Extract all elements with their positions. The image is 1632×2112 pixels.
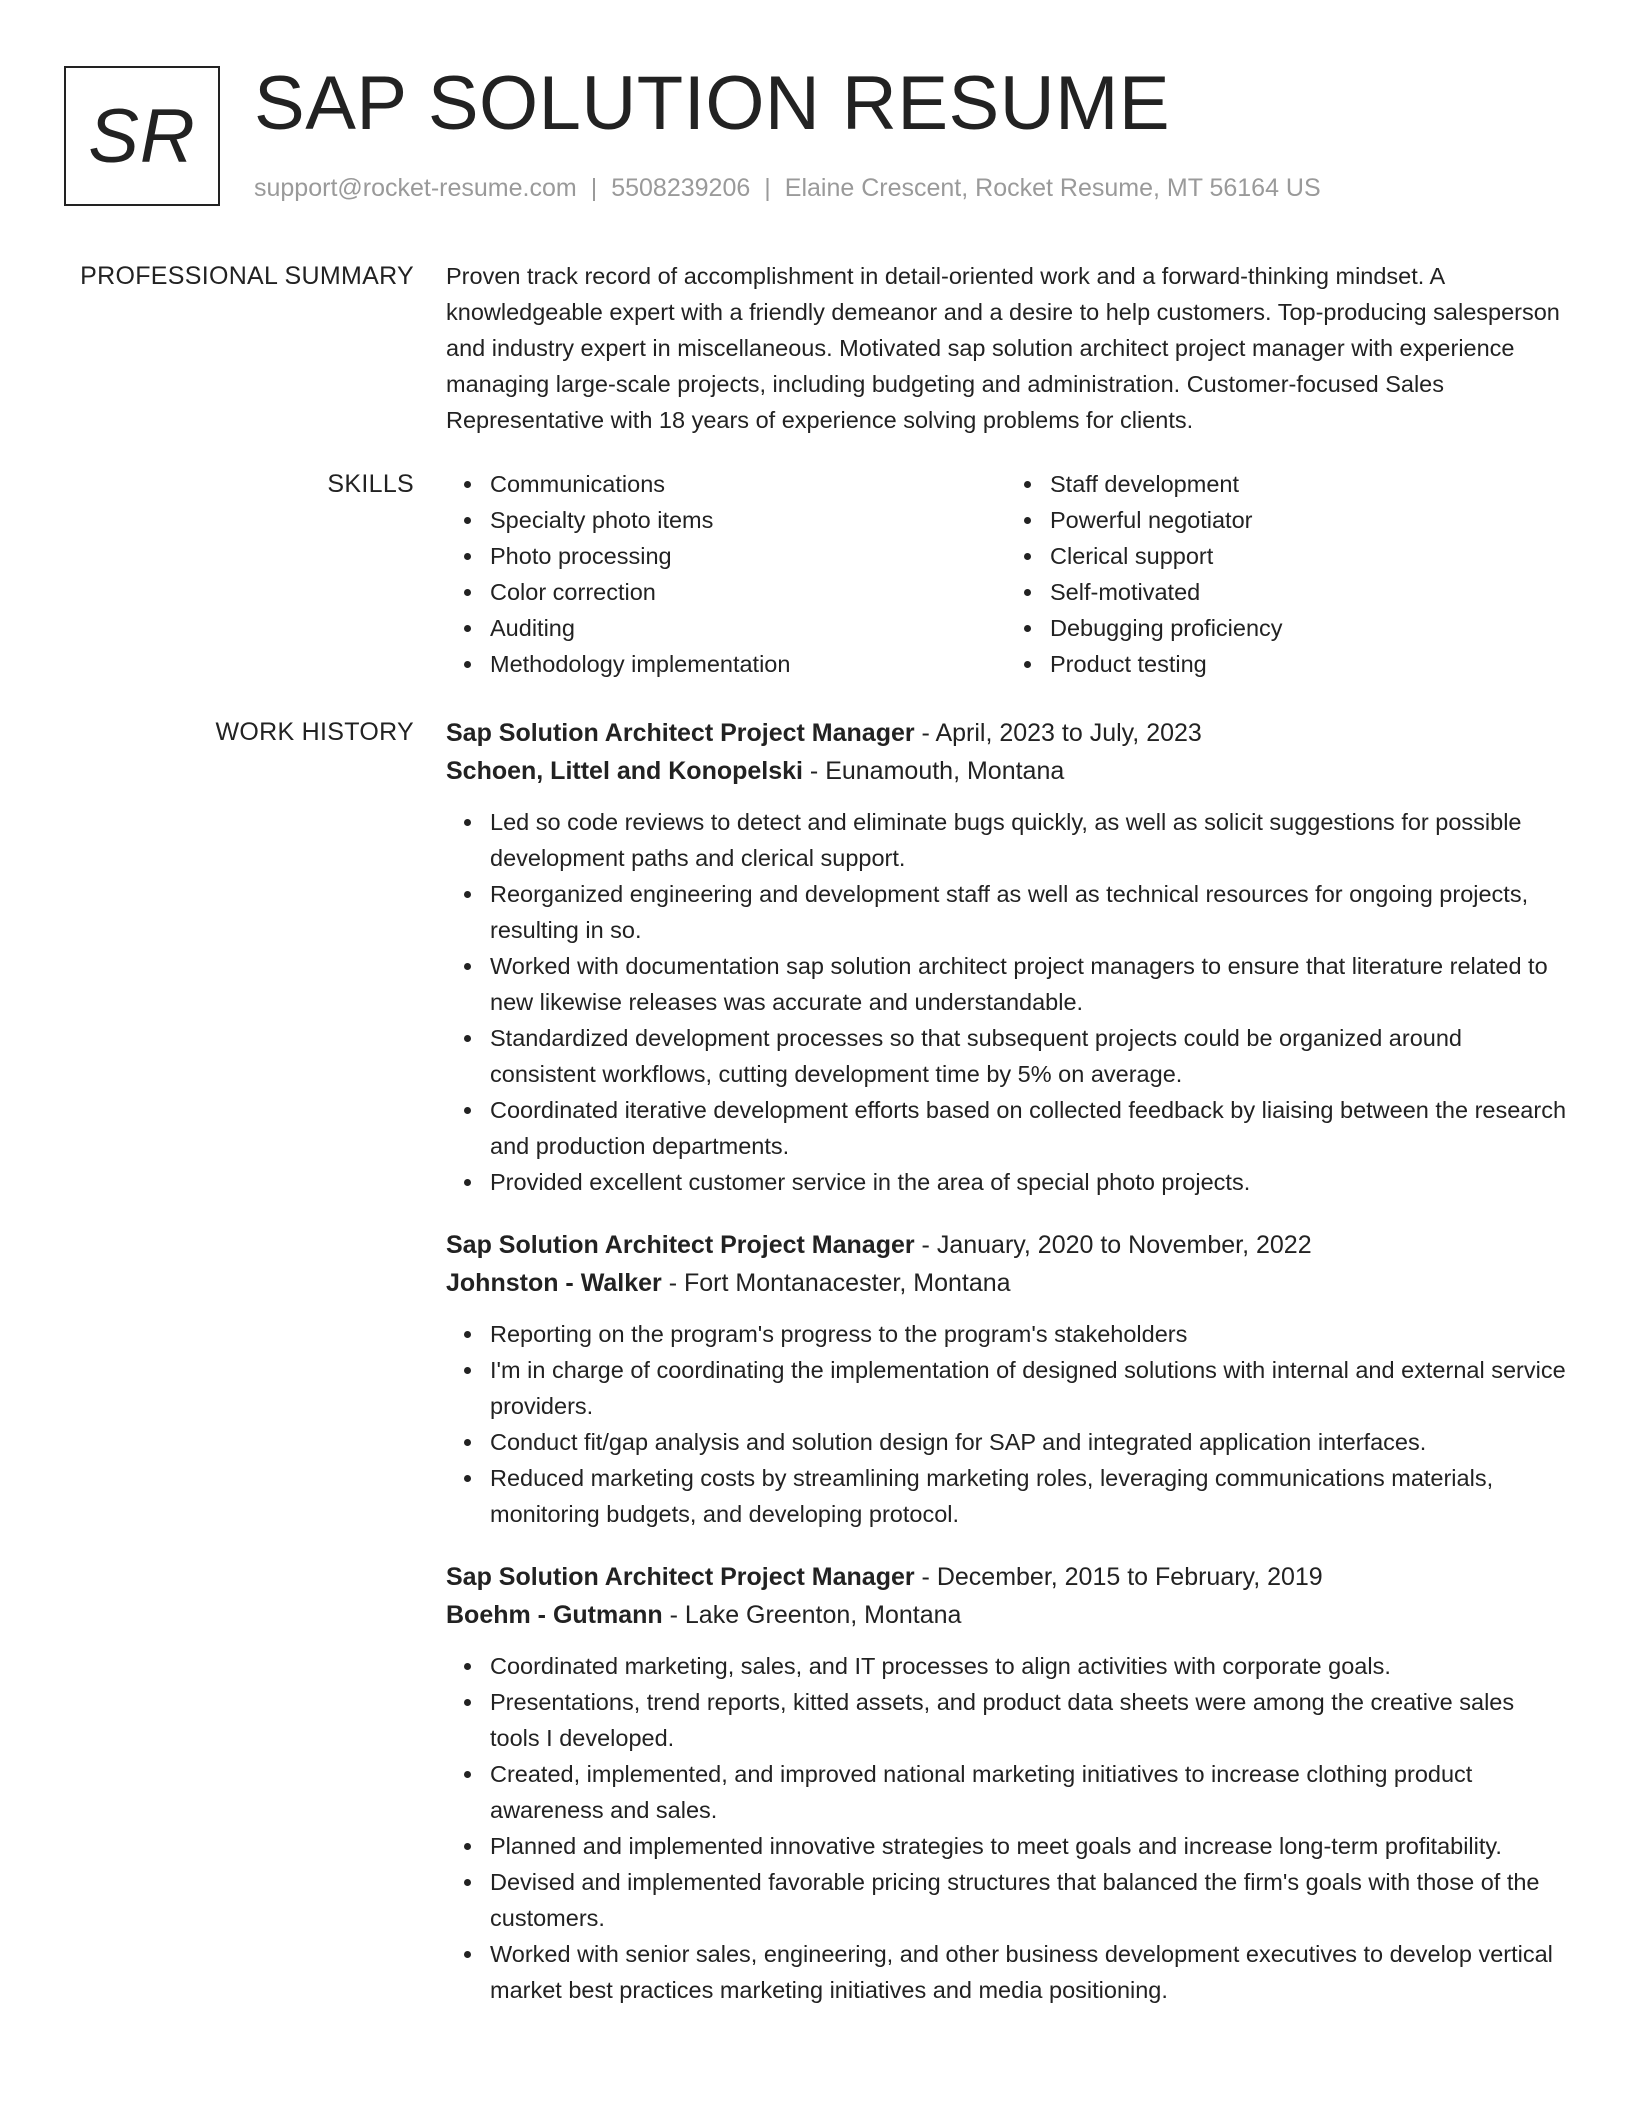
job-bullet: Standardized development processes so that subsequent projects could be organized around consistent workflows, cutting development time by 5% on average. (490, 1020, 1566, 1092)
job-entry (446, 714, 1566, 1200)
skill-item: Staff development (1050, 466, 1566, 502)
job-title: Sap Solution Architect Project Manager (446, 1563, 915, 1591)
job-bullet: Created, implemented, and improved national marketing initiatives to increase clothing product awareness and sales. (490, 1756, 1566, 1828)
job-company-line (446, 1596, 1566, 1634)
monogram-logo: SR (64, 66, 220, 206)
job-bullet: Provided excellent customer service in the area of special photo projects. (490, 1164, 1566, 1200)
skill-item: Auditing (490, 610, 1006, 646)
job-location: - Fort Montanacester, Montana (661, 1269, 1011, 1297)
job-bullet: Worked with senior sales, engineering, and other business development executives to develop vertical market best practices marketing initiatives and media positioning. (490, 1936, 1566, 2008)
summary-text: Proven track record of accomplishment in detail-oriented work and a forward-thinking mindset. A knowledgeable expert with a friendly demeanor and a desire to help customers. Top-producing salesperson and industry expert in miscellaneous. Motivated sap solution architect project manager with experience managing large-scale projects, including budgeting and administration. Customer-focused Sales Representative with 18 years of experience solving problems for clients. (446, 263, 1560, 433)
skill-item: Color correction (490, 574, 1006, 610)
skill-item: Clerical support (1050, 538, 1566, 574)
job-bullet: Coordinated iterative development efforts based on collected feedback by liaising between the research and production departments. (490, 1092, 1566, 1164)
job-bullet: Conduct fit/gap analysis and solution design for SAP and integrated application interfaces. (490, 1424, 1566, 1460)
contact-separator: | (764, 174, 771, 202)
job-bullet: Planned and implemented innovative strategies to meet goals and increase long-term profitability. (490, 1828, 1566, 1864)
resume-header (64, 61, 1584, 214)
job-location: - Eunamouth, Montana (802, 757, 1065, 785)
job-title-line (446, 1226, 1566, 1264)
contact-separator: | (590, 174, 598, 202)
job-company: Schoen, Littel and Konopelski (446, 757, 803, 785)
job-title: Sap Solution Architect Project Manager (446, 1231, 915, 1259)
skill-item: Methodology implementation (490, 646, 1006, 682)
skills-list-right (1006, 466, 1566, 682)
contact-email[interactable]: support@rocket-resume.com (254, 174, 577, 202)
contact-address: Elaine Crescent, Rocket Resume, MT 56164 US (784, 174, 1321, 202)
skills-body (446, 466, 1566, 682)
job-bullets (446, 804, 1566, 1200)
contact-phone[interactable]: 5508239206 (611, 174, 751, 202)
job-bullet: Reporting on the program's progress to the program's stakeholders (490, 1316, 1566, 1352)
summary-body (446, 258, 1566, 438)
skill-item: Debugging proficiency (1050, 610, 1566, 646)
job-company: Johnston - Walker (446, 1269, 662, 1297)
skill-item: Specialty photo items (490, 502, 1006, 538)
job-company: Boehm - Gutmann (446, 1601, 663, 1629)
skill-item: Photo processing (490, 538, 1006, 574)
job-bullet: Devised and implemented favorable pricing structures that balanced the firm's goals with those of the customers. (490, 1864, 1566, 1936)
job-company-line (446, 752, 1566, 790)
job-bullet: Reduced marketing costs by streamlining marketing roles, leveraging communications materials, monitoring budgets, and developing protocol. (490, 1460, 1566, 1532)
job-bullet: Presentations, trend reports, kitted assets, and product data sheets were among the creative sales tools I developed. (490, 1684, 1566, 1756)
section-label-skills: SKILLS (327, 470, 414, 498)
skill-item: Product testing (1050, 646, 1566, 682)
job-bullet: I'm in charge of coordinating the implementation of designed solutions with internal and external service providers. (490, 1352, 1566, 1424)
job-location: - Lake Greenton, Montana (662, 1601, 962, 1629)
contact-line (254, 174, 1321, 203)
section-label-work-history: WORK HISTORY (215, 718, 414, 746)
job-title-line (446, 714, 1566, 752)
job-title: Sap Solution Architect Project Manager (446, 719, 915, 747)
job-bullets (446, 1316, 1566, 1532)
job-dates: - December, 2015 to February, 2019 (914, 1563, 1323, 1591)
job-bullet: Led so code reviews to detect and eliminate bugs quickly, as well as solicit suggestions for possible development paths and clerical support. (490, 804, 1566, 876)
section-label-summary: PROFESSIONAL SUMMARY (80, 262, 414, 290)
job-bullets (446, 1648, 1566, 2008)
skill-item: Powerful negotiator (1050, 502, 1566, 538)
job-company-line (446, 1264, 1566, 1302)
job-bullet: Coordinated marketing, sales, and IT processes to align activities with corporate goals. (490, 1648, 1566, 1684)
job-title-line (446, 1558, 1566, 1596)
job-entry (446, 1558, 1566, 2008)
job-dates: - April, 2023 to July, 2023 (914, 719, 1202, 747)
skill-item: Communications (490, 466, 1006, 502)
candidate-name: SAP SOLUTION RESUME (254, 61, 1171, 146)
job-bullet: Reorganized engineering and development staff as well as technical resources for ongoing projects, resulting in so. (490, 876, 1566, 948)
job-bullet: Worked with documentation sap solution architect project managers to ensure that literature related to new likewise releases was accurate and understandable. (490, 948, 1566, 1020)
job-dates: - January, 2020 to November, 2022 (914, 1231, 1312, 1259)
job-entry (446, 1226, 1566, 1532)
skills-list-left (446, 466, 1006, 682)
work-history-body (446, 714, 1566, 2034)
skill-item: Self-motivated (1050, 574, 1566, 610)
